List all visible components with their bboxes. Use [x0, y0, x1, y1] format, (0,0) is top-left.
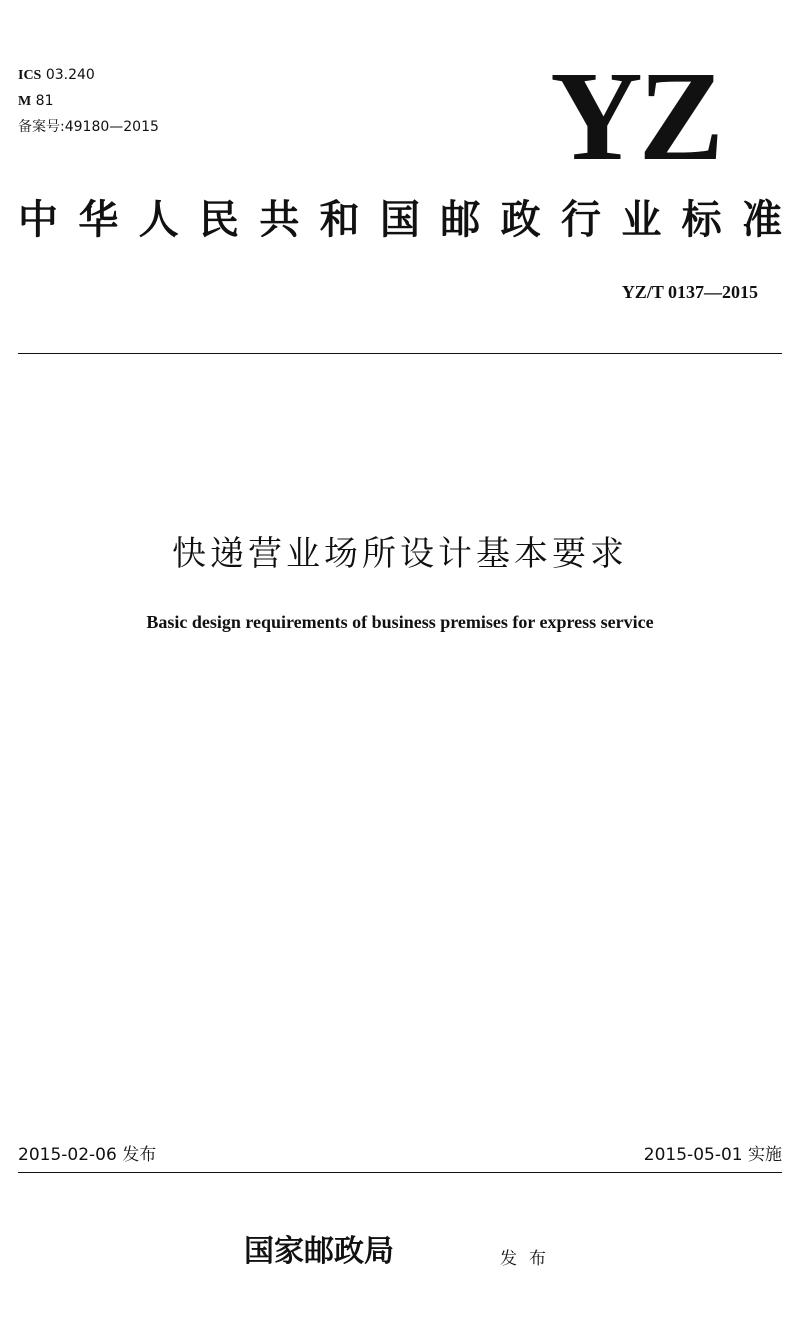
ics-label: ICS: [18, 68, 42, 83]
filing-label: 备案号:: [18, 119, 65, 135]
standard-category-title: 中华人民共和国邮政行业标准: [18, 196, 782, 243]
ics-classification: [18, 67, 95, 84]
publisher-name: 国家邮政局: [244, 1234, 394, 1269]
ics-code: 03.240: [45, 67, 95, 83]
filing-number: 49180—2015: [64, 119, 159, 135]
yz-logo: YZ: [550, 45, 720, 187]
filing-record: [18, 119, 159, 135]
publish-label: 发布: [500, 1249, 558, 1269]
issue-date: 2015-02-06 发布: [18, 1145, 157, 1165]
standard-number: YZ/T 0137—2015: [621, 282, 758, 302]
ccs-code: 81: [35, 93, 54, 109]
document-title-english: Basic design requirements of business premises for express service: [146, 612, 654, 632]
top-divider: [18, 353, 782, 354]
bottom-divider: [18, 1172, 782, 1173]
ccs-label: M: [18, 94, 32, 109]
implementation-date: 2015-05-01 实施: [643, 1145, 782, 1165]
document-title-chinese: 快递营业场所设计基本要求: [172, 534, 628, 574]
ccs-classification: [18, 93, 54, 110]
